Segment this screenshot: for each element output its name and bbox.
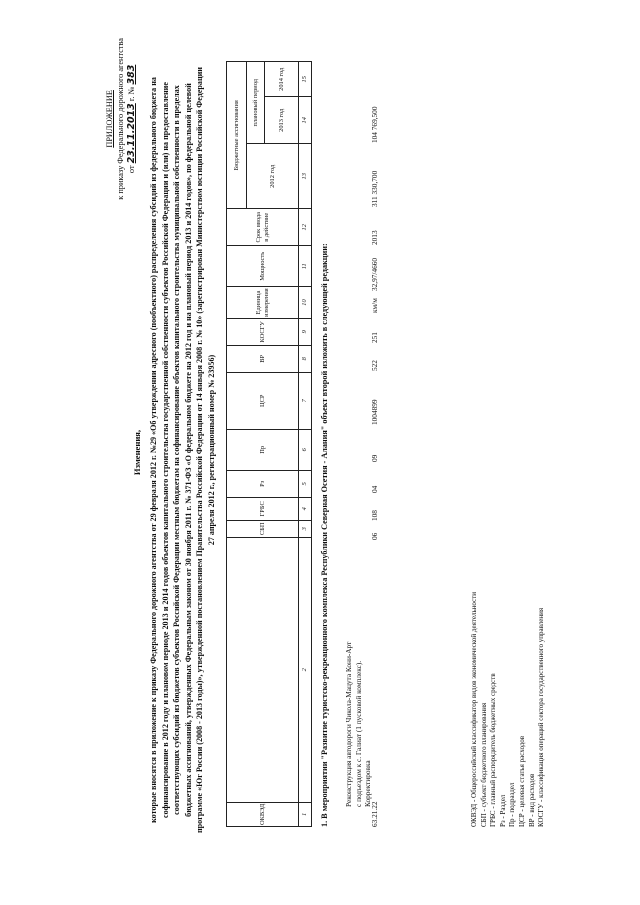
hdr-plan: плановый период [247, 62, 265, 144]
object-2013: 104 769,500 [370, 106, 379, 143]
hdr-kosgu: КОСГУ [227, 318, 299, 345]
object-kosgu: 251 [370, 332, 379, 343]
col-num: 4 [299, 497, 312, 520]
note-item: ВР - вид расходов [527, 773, 536, 827]
hdr-capacity: Мощность [227, 246, 299, 287]
hdr-2012: 2012 год [247, 144, 299, 209]
object-term: 2013 [370, 230, 379, 245]
object-unit: км/м [370, 298, 379, 313]
doc-paragraph: которые вносятся в приложение к приказу Федерального дорожного агентства от 29 февраля 2012 г. №29 «Об утверждении адресного (пообъектного) распределения субсидий из федерального бюджета на софинансирование в 2012 году и плановом периоде 2013 и 2014 годов объектов капитального строительства государственной собственности субъектов Российской Федерации и (или) на предоставление соответствующих субсидий из бюджетов субъектов Российской Федерации местным бюджетам на софинансирование объектов капитального строительства муниципальной собственности в пределах бюджетных ассигнований, утвержденных Федеральным законом от 30 ноября 2011 г. № 371-ФЗ «О федеральном бюджете на 2012 год и на плановый период 2013 и 2014 годов», по федеральной целевой программе «Юг России (2008 - 2013 годы)», утвержденной постановлением Правительства Российской Федерации от 14 января 2008 г. № 10» (зарегистрирован Министерством юстиции Российской Федерации 27 апреля 2012 г., регистрационный номер № 23956) [149, 67, 216, 833]
object-pr: 09 [370, 454, 379, 462]
hdr-name [227, 537, 299, 802]
hdr-grbs: ГРБС [227, 497, 299, 520]
col-num: 9 [299, 318, 312, 345]
col-num: 8 [299, 345, 312, 372]
abbreviation-notes [470, 592, 547, 827]
hdr-2013: 2013 год [265, 97, 299, 144]
appendix-date-line: от 23.11.2013 г. № 383 [126, 64, 137, 174]
object-csr: 1004899 [370, 399, 379, 425]
hdr-2014: 2014 год [265, 62, 299, 97]
object-sbp: 06 [370, 532, 379, 540]
hdr-rz: Рз [227, 470, 299, 497]
col-num: 13 [299, 144, 312, 209]
col-num: 11 [299, 246, 312, 287]
hdr-unit: Единица измерения [227, 287, 299, 319]
note-item: Рз - Раздел [498, 794, 507, 827]
object-rz: 04 [370, 485, 379, 493]
section-title: 1. В мероприятии "Развитие туристско-рекреационного комплекса Республики Северная Осетия - Алания" объект второй изложить в следующей редакции: [320, 243, 329, 827]
hdr-csr: ЦСР [227, 372, 299, 429]
appendix-order-ref: к приказу Федерального дорожного агентства [116, 38, 125, 200]
hdr-okved: ОКВЭД [227, 802, 299, 826]
hdr-sbp: СБП [227, 520, 299, 537]
note-item: ОКВЭД - Общероссийский классификатор видов экономической деятельности [470, 592, 478, 827]
col-num: 5 [299, 470, 312, 497]
hdr-budget: Бюджетные ассигнования [227, 62, 247, 209]
note-item: Пр - подраздел [508, 782, 517, 827]
note-item: ЦСР - целевая статья расходов [517, 735, 526, 827]
note-item: КОСГУ - классификация операций сектора государственного управления [537, 607, 546, 827]
object-2012: 311 330,700 [370, 170, 379, 207]
col-num: 7 [299, 372, 312, 429]
appendix-number: 383 [126, 64, 137, 85]
object-grbs: 108 [370, 510, 379, 521]
object-description: Реконструкция автодороги Чикола-Мацута Кони-Арт с подъездом к с. Галиат (1 пусковой комплекс). Корректировка [344, 641, 372, 807]
hdr-term: Срок ввода в действие [227, 209, 299, 246]
col-num: 14 [299, 97, 312, 144]
object-capacity: 32,97/4660 [370, 257, 379, 291]
header-table [226, 61, 312, 827]
doc-title: Изменения, [132, 429, 142, 476]
col-num: 15 [299, 62, 312, 97]
col-num: 6 [299, 429, 312, 470]
object-okved: 63.21.22 [370, 801, 379, 827]
col-num: 1 [299, 802, 312, 826]
col-num: 3 [299, 520, 312, 537]
object-vr: 522 [370, 360, 379, 371]
note-item: ГРБС - главный распорядитель бюджетных средств [489, 673, 498, 827]
col-num: 2 [299, 537, 312, 802]
col-num: 10 [299, 287, 312, 319]
hdr-pr: Пр [227, 429, 299, 470]
note-item: СБП - субъект бюджетного планирования [479, 702, 488, 827]
appendix-label: ПРИЛОЖЕНИЕ [105, 90, 114, 148]
col-num: 12 [299, 209, 312, 246]
appendix-date: 23.11.2013 [126, 103, 137, 164]
hdr-vr: ВР [227, 345, 299, 372]
